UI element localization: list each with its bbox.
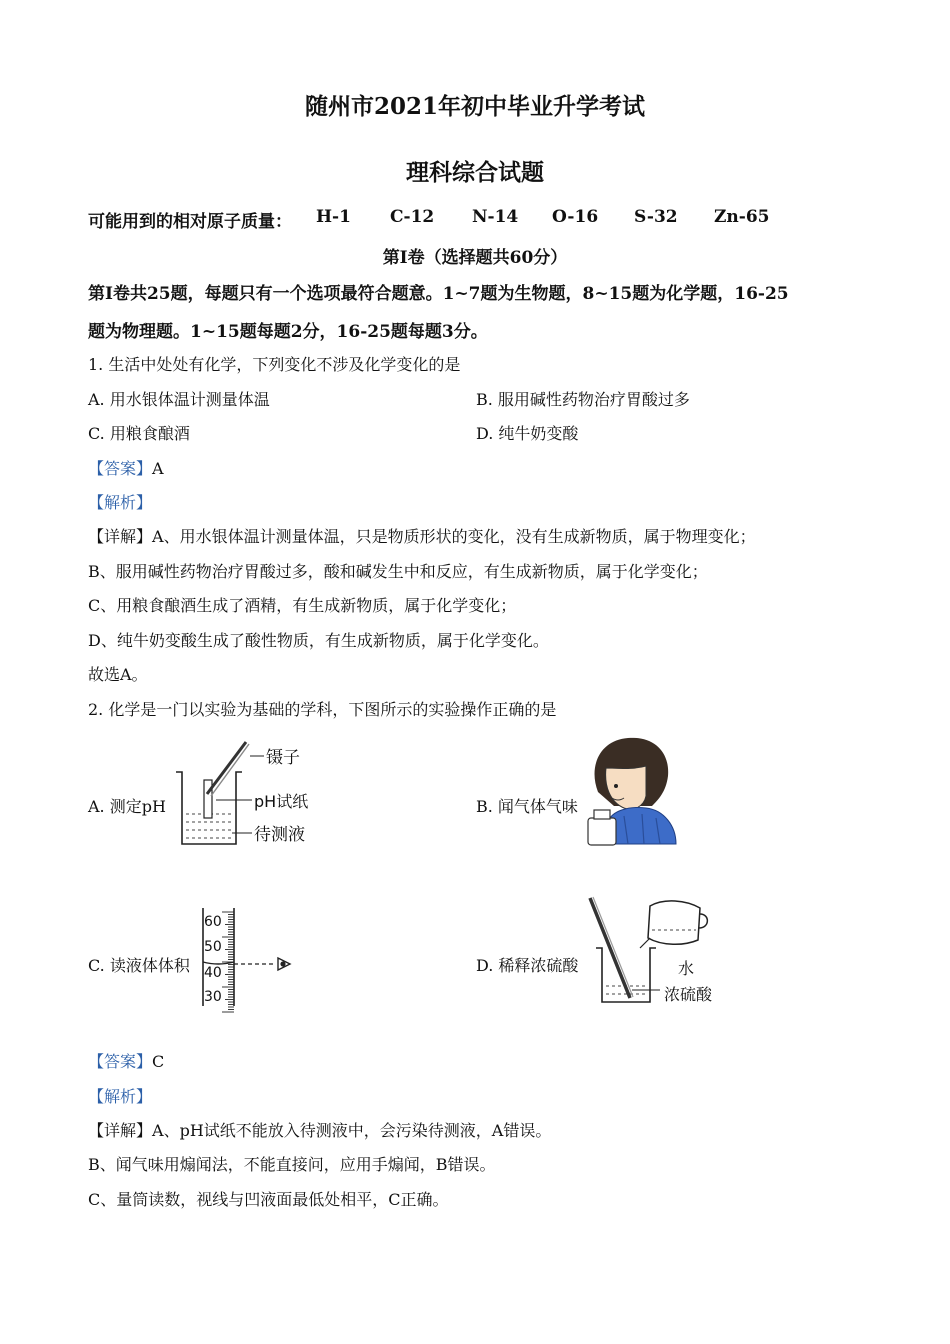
exam-subtitle: 理科综合试题 <box>406 159 544 186</box>
tick-label-50: 50 <box>204 939 222 955</box>
label-test-liquid: 待测液 <box>254 825 305 845</box>
q2-option-c: C. 读液体体积 <box>88 956 190 975</box>
section-instruction: 第Ⅰ卷共25题，每题只有一个选项最符合题意。1~7题为生物题，8~15题为化学题，16-25 <box>88 284 789 304</box>
figure-ph-test <box>170 736 320 851</box>
detail-tag: 【详解】 <box>88 527 153 546</box>
answer-tag: 【答案】 <box>88 1052 153 1071</box>
section-title: 第Ⅰ卷（选择题共60分） <box>382 248 568 268</box>
tick-label-40: 40 <box>204 965 222 981</box>
tick-label-60: 60 <box>204 914 222 930</box>
answer-value: A <box>152 459 164 478</box>
exam-title: 随州市2021年初中毕业升学考试 <box>304 93 645 120</box>
mass-item: N-14 <box>472 207 519 227</box>
answer-value: C <box>152 1052 165 1071</box>
mass-item: Zn-65 <box>714 207 770 227</box>
detail-line: A、pH试纸不能放入待测液中，会污染待测液，A错误。 <box>152 1121 552 1140</box>
detail-line: B、闻气味用煽闻法，不能直接问，应用手煽闻，B错误。 <box>88 1155 496 1174</box>
label-conc-acid: 浓硫酸 <box>664 985 713 1004</box>
label-ph-paper: pH试纸 <box>254 792 309 811</box>
q1-detail <box>88 524 756 547</box>
mass-item: S-32 <box>634 207 678 227</box>
figure-dilute-acid <box>584 894 726 1010</box>
q1-analysis-tag: 【解析】 <box>88 493 153 512</box>
label-water: 水 <box>678 959 695 978</box>
detail-line: C、用粮食酿酒生成了酒精，有生成新物质，属于化学变化； <box>88 596 517 615</box>
mass-item: H-1 <box>316 207 351 227</box>
q2-option-b: B. 闻气体气味 <box>476 797 578 816</box>
section-instruction: 题为物理题。1~15题每题2分，16-25题每题3分。 <box>88 322 488 342</box>
q1-option-b: B. 服用碱性药物治疗胃酸过多 <box>476 390 690 409</box>
label-tweezers: 镊子 <box>266 748 300 768</box>
detail-line: A、用水银体温计测量体温，只是物质形状的变化，没有生成新物质，属于物理变化； <box>152 527 756 546</box>
detail-line: D、纯牛奶变酸生成了酸性物质，有生成新物质，属于化学变化。 <box>88 631 549 650</box>
detail-line: B、服用碱性药物治疗胃酸过多，酸和碱发生中和反应，有生成新物质，属于化学变化； <box>88 562 708 581</box>
q2-answer <box>88 1049 164 1072</box>
q2-analysis-tag: 【解析】 <box>88 1087 153 1106</box>
question-2-stem: 2. 化学是一门以实验为基础的学科，下图所示的实验操作正确的是 <box>88 700 557 719</box>
detail-line: C、量筒读数，视线与凹液面最低处相平，C正确。 <box>88 1190 449 1209</box>
detail-line: 故选A。 <box>88 665 148 684</box>
tick-label-30: 30 <box>204 989 222 1005</box>
q1-option-a: A. 用水银体温计测量体温 <box>88 390 270 409</box>
masses-label: 可能用到的相对原子质量： <box>88 212 292 232</box>
q2-detail <box>88 1118 551 1141</box>
question-1-stem: 1. 生活中处处有化学，下列变化不涉及化学变化的是 <box>88 355 461 374</box>
answer-tag: 【答案】 <box>88 459 153 478</box>
mass-item: O-16 <box>552 207 599 227</box>
q2-option-a: A. 测定pH <box>88 797 166 816</box>
mass-item: C-12 <box>390 207 435 227</box>
figure-graduated-cylinder <box>196 904 306 1008</box>
q2-option-d: D. 稀释浓硫酸 <box>476 956 579 975</box>
q1-option-d: D. 纯牛奶变酸 <box>476 424 579 443</box>
figure-smell-gas <box>584 736 680 846</box>
detail-tag: 【详解】 <box>88 1121 153 1140</box>
q1-option-c: C. 用粮食酿酒 <box>88 424 190 443</box>
q1-answer <box>88 456 164 479</box>
